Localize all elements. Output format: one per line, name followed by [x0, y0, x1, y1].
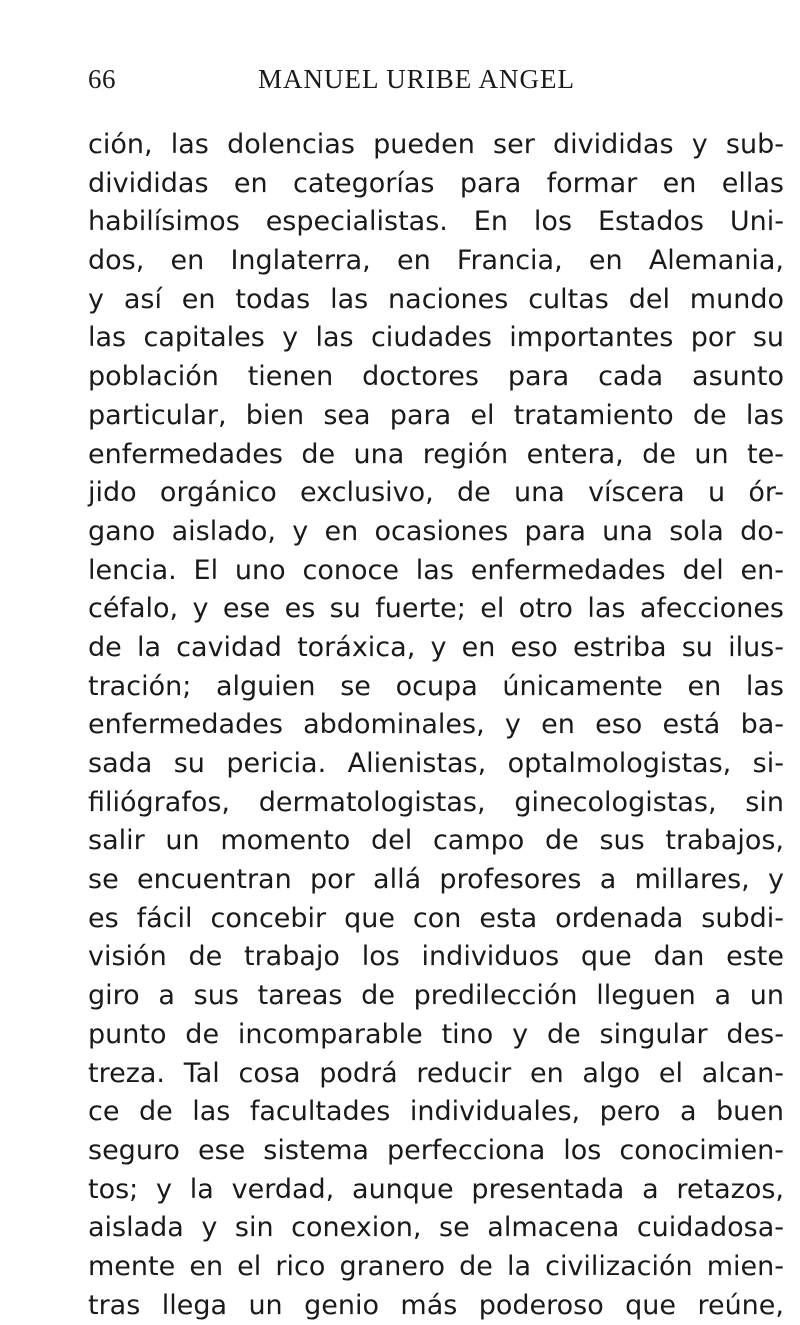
text-line: las capitales y las ciudades importantes por su	[88, 322, 784, 354]
text-line: punto de incomparable tino y de singular des-	[88, 1018, 784, 1050]
text-line: céfalo, y ese es su fuerte; el otro las afecciones	[88, 593, 784, 625]
text-line: divididas en categorías para formar en ellas	[88, 167, 784, 199]
text-line: particular, bien sea para el tratamiento de las	[88, 399, 784, 431]
text-line: treza. Tal cosa podrá reducir en algo el alcan-	[88, 1057, 784, 1089]
text-line: jido orgánico exclusivo, de una víscera u ór-	[88, 477, 784, 509]
text-line: salir un momento del campo de sus trabajos,	[88, 825, 784, 857]
running-title: MANUEL URIBE ANGEL	[258, 64, 575, 94]
text-line: y así en todas las naciones cultas del mundo	[88, 283, 784, 315]
text-line: visión de trabajo los individuos que dan este	[88, 941, 784, 973]
text-line: lencia. El uno conoce las enfermedades del en-	[88, 554, 784, 586]
text-line: se encuentran por allá profesores a millares, y	[88, 864, 784, 896]
text-line: aislada y sin conexion, se almacena cuidadosa-	[88, 1212, 784, 1244]
text-line: enfermedades abdominales, y en eso está ba-	[88, 709, 784, 741]
text-line: enfermedades de una región entera, de un te-	[88, 438, 784, 470]
text-line: mente en el rico granero de la civilización mien-	[88, 1250, 784, 1282]
text-line: filiógrafos, dermatologistas, ginecologistas, sin	[88, 786, 784, 818]
text-line: dos, en Inglaterra, en Francia, en Alemania,	[88, 245, 784, 277]
text-line: giro a sus tareas de predilección lleguen a un	[88, 980, 784, 1012]
text-line: seguro ese sistema perfecciona los conocimien-	[88, 1134, 784, 1166]
text-line: tos; y la verdad, aunque presentada a retazos,	[88, 1173, 784, 1205]
text-line: gano aislado, y en ocasiones para una sola do-	[88, 515, 784, 547]
text-line: tración; alguien se ocupa únicamente en las	[88, 670, 784, 702]
text-line: ce de las facultades individuales, pero a buen	[88, 1096, 784, 1128]
text-line: de la cavidad toráxica, y en eso estriba su ilus-	[88, 631, 784, 663]
text-line: es fácil concebir que con esta ordenada subdi-	[88, 902, 784, 934]
text-line: sada su pericia. Alienistas, optalmologistas, si-	[88, 748, 784, 779]
text-line: población tienen doctores para cada asunto	[88, 361, 784, 393]
page-number: 66	[88, 64, 116, 94]
page-header	[88, 64, 728, 104]
text-line: tras llega un genio más poderoso que reúne,	[88, 1289, 784, 1321]
text-line: habilísimos especialistas. En los Estados Uni-	[88, 206, 784, 238]
body-text	[88, 126, 784, 1325]
text-line: ción, las dolencias pueden ser divididas y sub-	[88, 129, 784, 160]
